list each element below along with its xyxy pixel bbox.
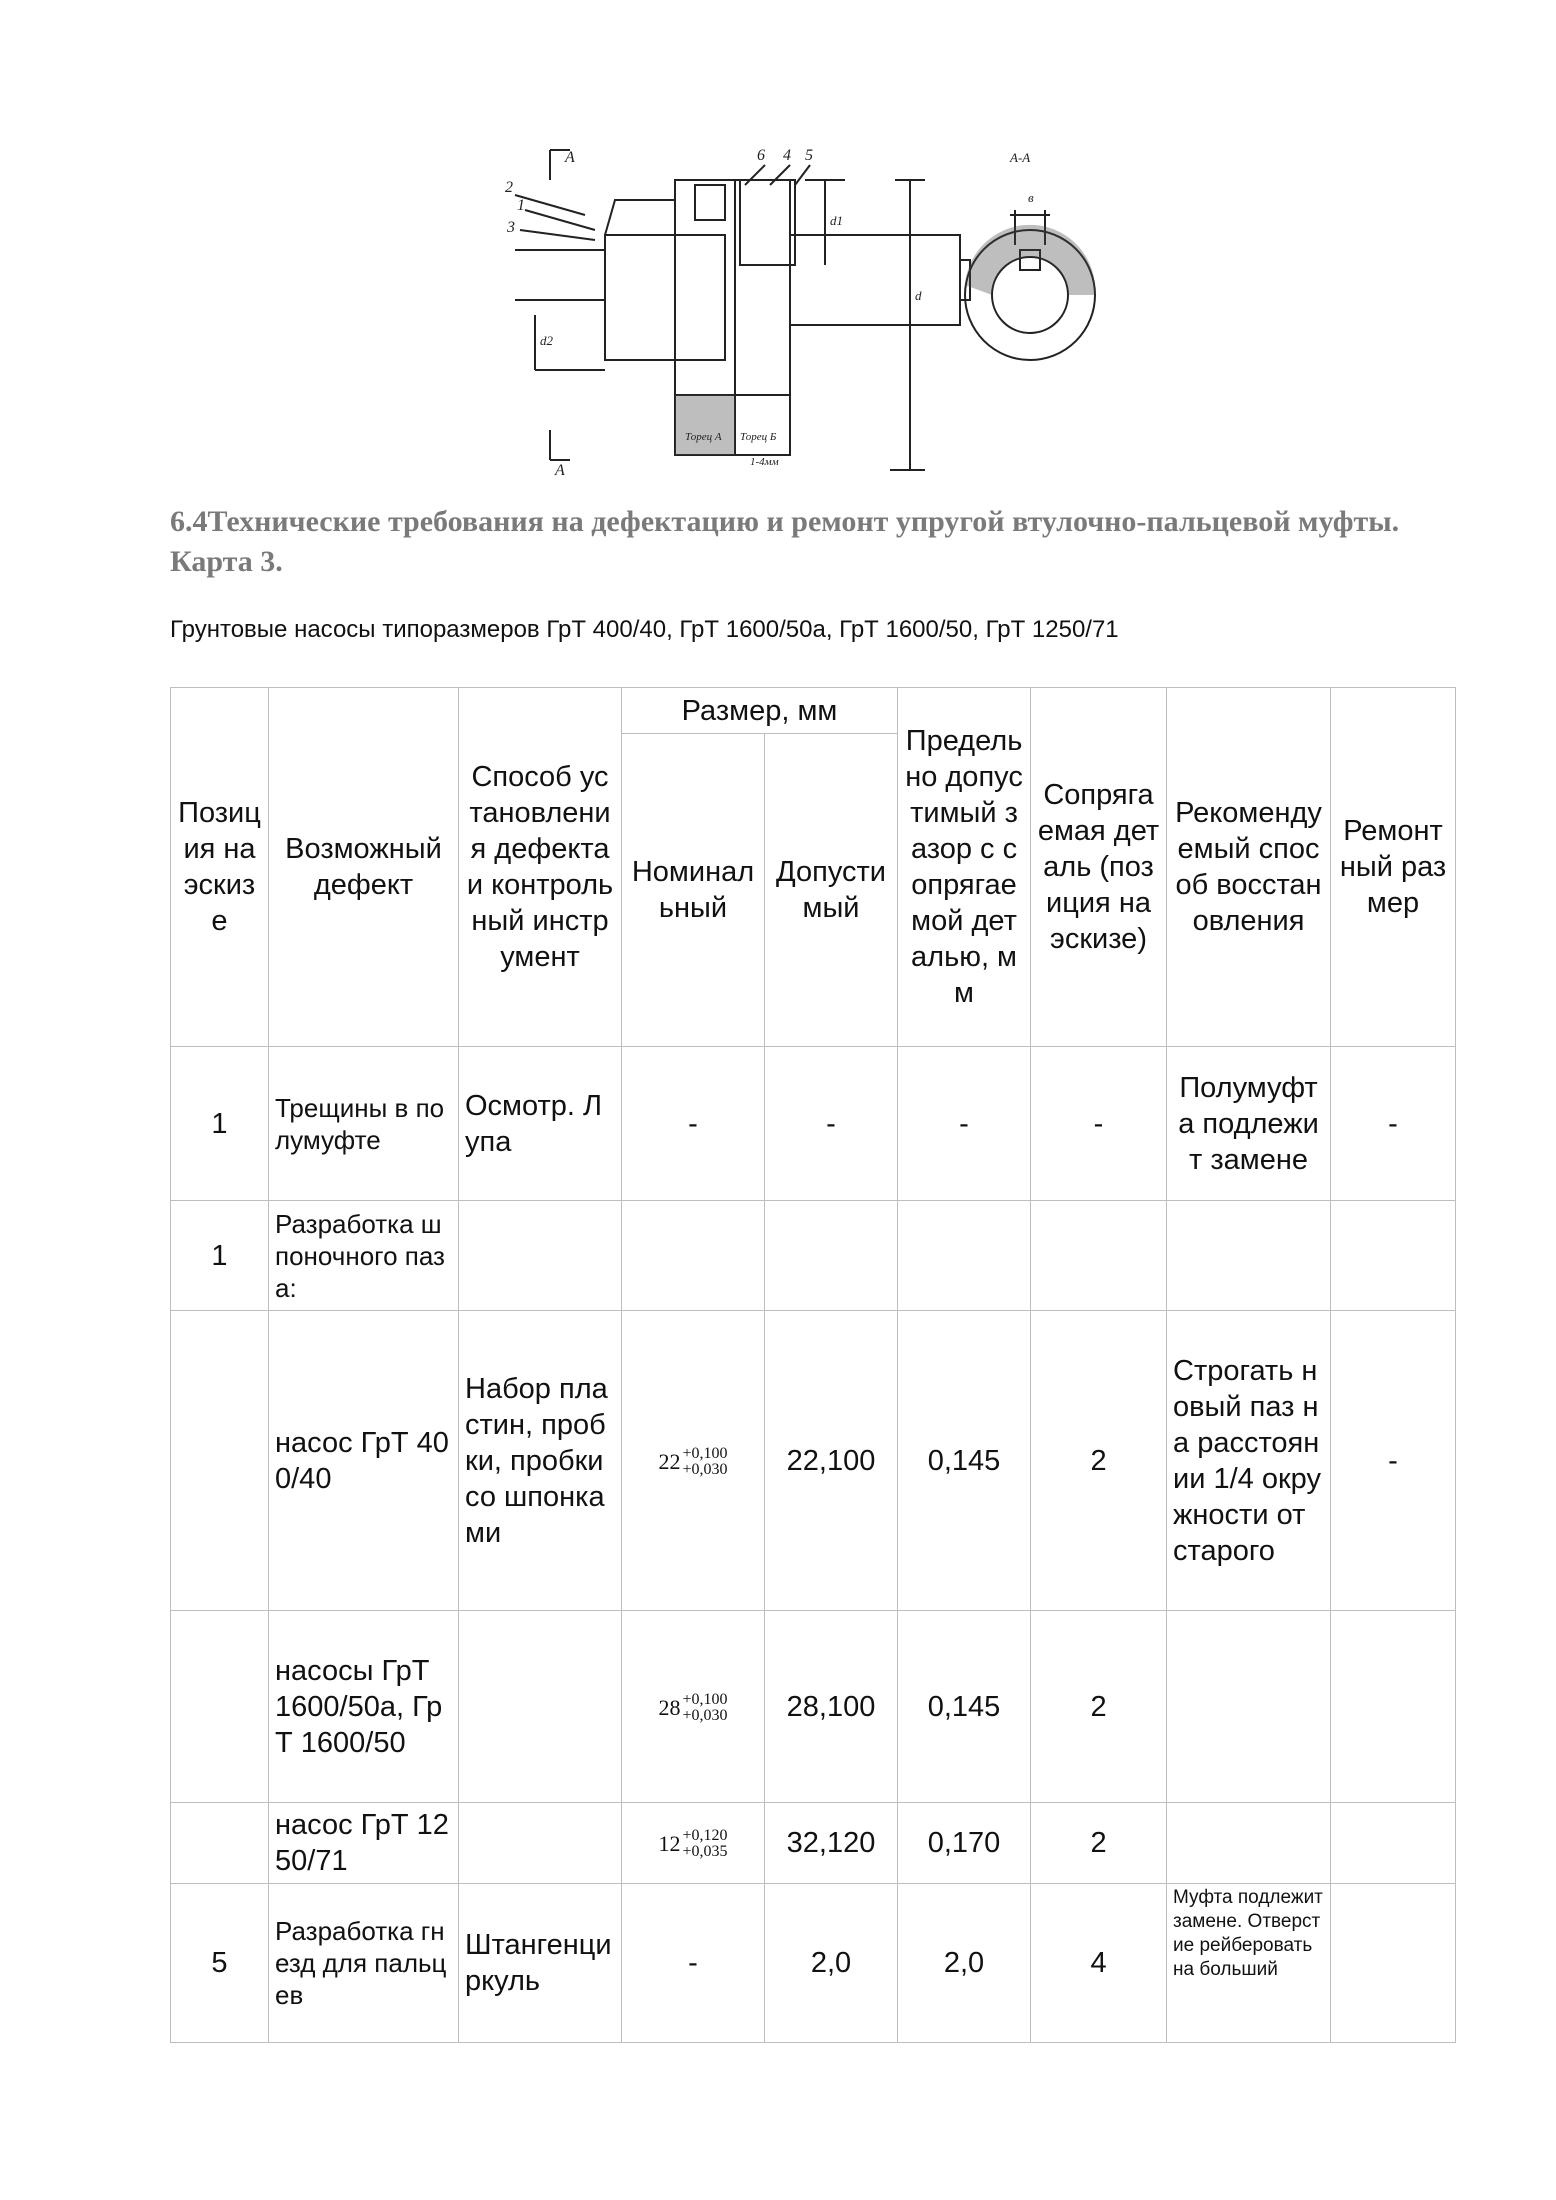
cell-allowed (765, 1201, 898, 1311)
cell-method (459, 1803, 622, 1884)
cell-allowed: 22,100 (765, 1311, 898, 1611)
cell-gap: 0,170 (898, 1803, 1031, 1884)
face-a-label: Торец А (685, 431, 722, 443)
header-gap-limit: Предельно допустимый зазор с сопрягаемой деталью, мм (898, 688, 1031, 1047)
table-row (171, 1611, 1456, 1803)
header-defect: Возможный дефект (269, 688, 459, 1047)
cell-defect: насос ГрТ 400/40 (269, 1311, 459, 1611)
cell-recommended (1167, 1611, 1331, 1803)
cell-method: Осмотр. Лупа (459, 1047, 622, 1201)
cell-recommended: Полумуфта подлежит замене (1167, 1047, 1331, 1201)
drawing-label-6: 6 (757, 147, 765, 164)
cell-defect: насосы ГрТ 1600/50а, ГрТ 1600/50 (269, 1611, 459, 1803)
cell-position (171, 1803, 269, 1884)
cell-position: 1 (171, 1201, 269, 1311)
cell-allowed: 2,0 (765, 1884, 898, 2043)
cell-mating: 2 (1031, 1311, 1167, 1611)
coupling-drawing (495, 140, 1115, 480)
section-mark-bottom: А (555, 462, 565, 479)
header-repair-size: Ремонтный размер (1331, 688, 1456, 1047)
header-method: Способ установления дефекта и контрольный инструмент (459, 688, 622, 1047)
defect-table (170, 687, 1456, 2043)
cell-position (171, 1311, 269, 1611)
cell-position: 1 (171, 1047, 269, 1201)
gap-label: 1-4мм (750, 456, 779, 468)
cell-mating: 2 (1031, 1803, 1167, 1884)
drawing-label-2: 2 (505, 179, 513, 196)
cell-defect: насос ГрТ 1250/71 (269, 1803, 459, 1884)
header-size-group: Размер, мм (622, 688, 898, 734)
cell-nominal (622, 1803, 765, 1884)
table-row (171, 1803, 1456, 1884)
header-mating: Сопрягаемая деталь (позиция на эскизе) (1031, 688, 1167, 1047)
table-row (171, 1047, 1456, 1201)
face-b-label: Торец Б (740, 431, 777, 443)
cell-position: 5 (171, 1884, 269, 2043)
drawing-label-1: 1 (517, 197, 525, 214)
header-nominal: Номинальный (622, 734, 765, 1047)
header-allowed: Допустимый (765, 734, 898, 1047)
cell-repair: - (1331, 1311, 1456, 1611)
dim-d2-label: d2 (540, 333, 553, 348)
dim-d-label: d (915, 288, 922, 303)
table-row (171, 1311, 1456, 1611)
cell-nominal: - (622, 1884, 765, 2043)
cell-position (171, 1611, 269, 1803)
cell-allowed: 28,100 (765, 1611, 898, 1803)
lower-deviation: +0,030 (682, 1460, 728, 1478)
cell-mating (1031, 1201, 1167, 1311)
cell-allowed: 32,120 (765, 1803, 898, 1884)
table-row (171, 1884, 1456, 2043)
cell-method (459, 1611, 622, 1803)
cell-recommended: Муфта подлежит замене. Отверстие рейберовать на больший (1167, 1884, 1331, 2043)
section-heading: 6.4Технические требования на дефектацию и ремонт упругой втулочно-пальцевой муфты. Карта 3. (170, 505, 1400, 578)
cell-gap: 2,0 (898, 1884, 1031, 2043)
cell-nominal (622, 1311, 765, 1611)
cell-defect: Разработка шпоночного паза: (269, 1201, 459, 1311)
cell-recommended (1167, 1803, 1331, 1884)
cell-nominal (622, 1611, 765, 1803)
header-position: Позиция на эскизе (171, 688, 269, 1047)
cell-defect: Трещины в полумуфте (269, 1047, 459, 1201)
cell-allowed: - (765, 1047, 898, 1201)
cell-method: Штангенциркуль (459, 1884, 622, 2043)
cell-gap: - (898, 1047, 1031, 1201)
tolerance-value: 28 +0,100 +0,030 (658, 1690, 728, 1724)
lower-deviation: +0,035 (682, 1843, 728, 1860)
drawing-label-3: 3 (507, 219, 515, 236)
cell-recommended (1167, 1201, 1331, 1311)
drawing-label-4: 4 (783, 147, 791, 164)
cell-repair: - (1331, 1047, 1456, 1201)
dim-d1-label: d1 (830, 213, 843, 228)
cell-recommended: Строгать новый паз на расстоянии 1/4 окружности от старого (1167, 1311, 1331, 1611)
upper-deviation: +0,120 (682, 1827, 728, 1844)
tolerance-value: 22 +0,100 +0,030 (658, 1444, 728, 1478)
cell-nominal: - (622, 1047, 765, 1201)
upper-deviation: +0,100 (682, 1444, 728, 1462)
pump-types-line: Грунтовые насосы типоразмеров ГрТ 400/40, ГрТ 1600/50а, ГрТ 1600/50, ГрТ 1250/71 (170, 616, 1119, 643)
cell-repair (1331, 1803, 1456, 1884)
cell-mating: 4 (1031, 1884, 1167, 2043)
cell-method (459, 1201, 622, 1311)
table-row (171, 1201, 1456, 1311)
lower-deviation: +0,030 (682, 1706, 728, 1724)
cell-gap: 0,145 (898, 1311, 1031, 1611)
tolerance-value: 12 +0,120 +0,035 (658, 1827, 728, 1860)
section-aa-label: А-А (1010, 150, 1031, 165)
dim-b-label: в (1028, 190, 1034, 205)
drawing-label-5: 5 (805, 147, 813, 164)
cell-repair (1331, 1201, 1456, 1311)
cell-mating: 2 (1031, 1611, 1167, 1803)
cell-mating: - (1031, 1047, 1167, 1201)
cell-repair (1331, 1611, 1456, 1803)
header-row-1 (171, 688, 1456, 734)
section-mark-top: А (565, 149, 575, 166)
cell-defect: Разработка гнезд для пальцев (269, 1884, 459, 2043)
upper-deviation: +0,100 (682, 1690, 728, 1708)
cell-gap (898, 1201, 1031, 1311)
cell-nominal (622, 1201, 765, 1311)
cell-method: Набор пластин, пробки, пробки со шпонками (459, 1311, 622, 1611)
cell-repair (1331, 1884, 1456, 2043)
cell-gap: 0,145 (898, 1611, 1031, 1803)
header-recommended: Рекомендуемый способ восстановления (1167, 688, 1331, 1047)
